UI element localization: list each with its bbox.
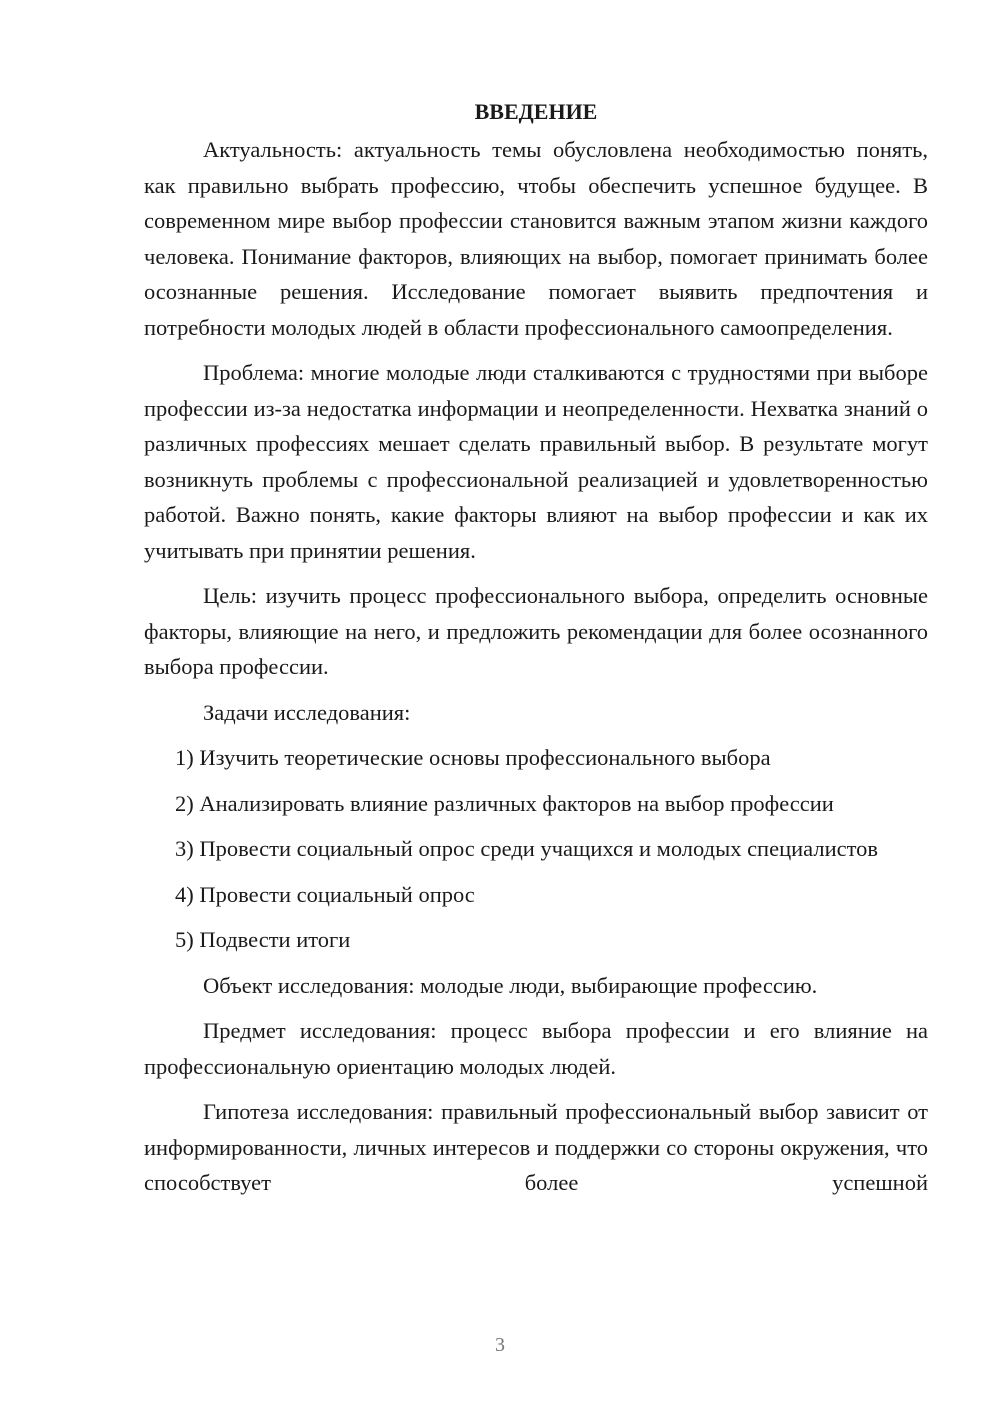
task-item-2: 2) Анализировать влияние различных факторов на выбор профессии: [175, 790, 834, 816]
paragraph-hypothesis: Гипотеза исследования: правильный профессиональный выбор зависит от информированности, личных интересов и поддержки со стороны окружения, что способствует более успешной: [144, 1099, 928, 1195]
section-title: ВВЕДЕНИЕ: [474, 99, 598, 124]
paragraph-tasks-heading: Задачи исследования:: [203, 699, 411, 725]
task-item-3: 3) Провести социальный опрос среди учащихся и молодых специалистов: [175, 836, 879, 861]
task-item-1: 1) Изучить теоретические основы профессионального выбора: [175, 745, 771, 770]
task-item-5: 5) Подвести итоги: [175, 927, 351, 952]
paragraph-object: Объект исследования: молодые люди, выбирающие профессию.: [203, 972, 818, 998]
document-page: [144, 92, 928, 1211]
paragraph-relevance: Актуальность: актуальность темы обусловлена необходимостью понять, как правильно выбрать профессию, чтобы обеспечить успешное будущее. В современном мире выбор профессии становится важным этапом жизни каждого человека. Понимание факторов, влияющих на выбор, помогает принимать более осознанные решения. Исследование помогает выявить предпочтения и потребности молодых людей в области профессионального самоопределения.: [144, 137, 928, 340]
paragraph-problem: Проблема: многие молодые люди сталкиваются с трудностями при выборе профессии из-за недостатка информации и неопределенности. Нехватка знаний о различных профессиях мешает сделать правильный выбор. В результате могут возникнуть проблемы с профессиональной реализацией и удовлетворенностью работой. Важно понять, какие факторы влияют на выбор профессии и как их учитывать при принятии решения.: [144, 360, 928, 563]
paragraph-subject: Предмет исследования: процесс выбора профессии и его влияние на профессиональную ориентацию молодых людей.: [144, 1018, 928, 1079]
page-number: 3: [495, 1334, 505, 1356]
task-item-4: 4) Провести социальный опрос: [175, 881, 475, 907]
paragraph-goal: Цель: изучить процесс профессионального выбора, определить основные факторы, влияющие на него, и предложить рекомендации для более осознанного выбора профессии.: [144, 583, 928, 679]
